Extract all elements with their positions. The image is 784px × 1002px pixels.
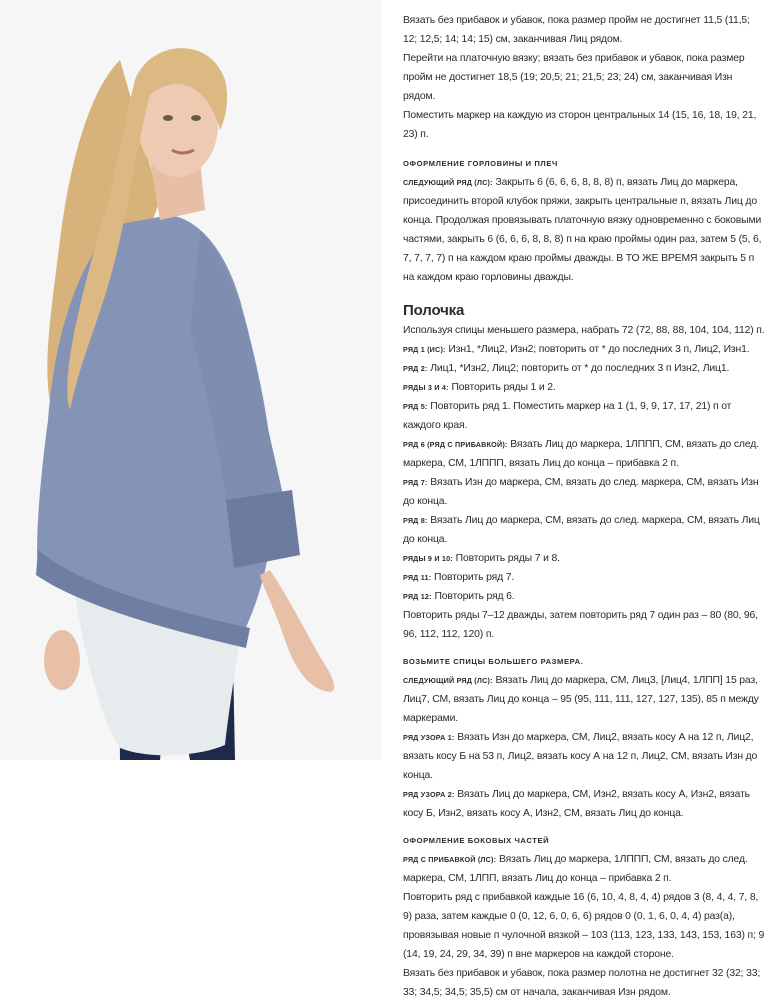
row-text: Повторить ряд 6. xyxy=(434,591,515,602)
paragraph: Повторить ряды 7–12 дважды, затем повторить ряд 7 один раз – 80 (80, 96, 96, 112, 112, 120) п. xyxy=(403,610,758,640)
paragraph: Вязать без прибавок и убавок, пока размер пройм не достигнет 11,5 (11,5; 12; 12,5; 14; 14; 15) см, заканчивая Лиц рядом. xyxy=(403,15,750,45)
row-label: РЯДЫ 9 И 10: xyxy=(403,554,453,563)
paragraph: Повторить ряд с прибавкой каждые 16 (6, 10, 4, 8, 4, 4) рядов 3 (8, 4, 4, 7, 8, 9) раза, затем каждые 0 (0, 12, 6, 0, 6, 6) рядов 0 (0, 1, 6, 0, 4, 4) раз(а), провязывая новые п чулочной вязкой – 103 (113, 123, 133, 143, 153, 163) п; 9 (14, 19, 24, 29, 34, 39) п вне маркеров на каждой стороне. xyxy=(403,892,765,960)
row-text: Изн1, *Лиц2, Изн2; повторить от * до последних 3 п, Лиц2, Изн1. xyxy=(448,344,750,355)
row-instruction xyxy=(403,785,765,823)
row-text: Вязать Лиц до маркера, СМ, Изн2, вязать косу А, Изн2, вязать косу Б, Изн2, вязать косу А, Изн2, СМ, вязать Лиц до конца. xyxy=(403,789,750,819)
row-label: РЯДЫ 3 И 4: xyxy=(403,383,449,392)
row-label: РЯД 7: xyxy=(403,478,428,487)
row-text: Лиц1, *Изн2, Лиц2; повторить от * до последних 3 п Изн2, Лиц1. xyxy=(430,363,730,374)
row-instruction xyxy=(403,359,765,378)
row-instruction xyxy=(403,473,765,511)
paragraph: Вязать без прибавок и убавок, пока размер полотна не достигнет 32 (32; 33; 33; 34,5; 34,5; 35,5) см от начала, заканчивая Изн рядом. xyxy=(403,968,761,998)
model-photo xyxy=(0,0,382,760)
row-instruction xyxy=(403,549,765,568)
row-label: РЯД 6 (РЯД С ПРИБАВКОЙ): xyxy=(403,440,508,449)
row-text: Повторить ряды 7 и 8. xyxy=(455,553,560,564)
row-label: РЯД 11: xyxy=(403,573,432,582)
row-instruction xyxy=(403,728,765,785)
row-text: Вязать Лиц до маркера, 1ЛППП, СМ, вязать до след. маркера, СМ, 1ЛПП, вязать Лиц до конца – прибавка 2 п. xyxy=(403,854,748,884)
row-label: РЯД УЗОРА 1: xyxy=(403,733,455,742)
section-heading-neck: ОФОРМЛЕНИЕ ГОРЛОВИНЫ И ПЛЕЧ xyxy=(403,159,558,168)
paragraph: Используя спицы меньшего размера, набрать 72 (72, 88, 88, 104, 104, 112) п. xyxy=(403,325,765,336)
paragraph: Поместить маркер на каждую из сторон центральных 14 (15, 16, 18, 19, 21, 23) п. xyxy=(403,110,757,140)
row-label: РЯД 12: xyxy=(403,592,432,601)
row-label: РЯД С ПРИБАВКОЙ (ЛС): xyxy=(403,855,497,864)
row-text: Повторить ряды 1 и 2. xyxy=(451,382,556,393)
row-instruction xyxy=(403,587,765,606)
section-title-front: Полочка xyxy=(403,302,465,319)
paragraph: Перейти на платочную вязку; вязать без прибавок и убавок, пока размер пройм не достигнет 18,5 (19; 20,5; 21; 21,5; 23; 24) см, заканчивая Изн рядом. xyxy=(403,53,745,102)
row-label: СЛЕДУЮЩИЙ РЯД (ЛС): xyxy=(403,676,493,685)
row-instruction xyxy=(403,511,765,549)
pattern-instructions xyxy=(403,11,765,1002)
row-text: Вязать Лиц до маркера, СМ, Лиц3, [Лиц4, 1ЛПП] 15 раз, Лиц7, СМ, вязать Лиц до конца – 95 (95, 111, 111, 127, 127, 135), 85 п между маркерами. xyxy=(403,675,759,724)
row-label: РЯД 8: xyxy=(403,516,428,525)
row-instruction xyxy=(403,435,765,473)
row-label: РЯД 2: xyxy=(403,364,428,373)
row-label: РЯД 5: xyxy=(403,402,428,411)
row-instruction xyxy=(403,340,765,359)
row-text: Повторить ряд 1. Поместить маркер на 1 (1, 9, 9, 17, 17, 21) п от каждого края. xyxy=(403,401,732,431)
row-text: Закрыть 6 (6, 6, 6, 8, 8, 8) п, вязать Лиц до маркера, присоединить второй клубок пряжи, закрыть центральные п, вязать Лиц до конца. Продолжая провязывать платочную вязку одновременно с боковыми частями, закрыть 6 (6, 6, 6, 8, 8, 8) п на краю проймы один раз, затем 5 (5, 6, 7, 7, 7, 7) п на каждом краю проймы дважды. В ТО ЖЕ ВРЕМЯ закрыть 5 п на каждом краю горловины дважды. xyxy=(403,177,762,283)
section-heading-sides: ОФОРМЛЕНИЕ БОКОВЫХ ЧАСТЕЙ xyxy=(403,836,550,845)
row-label: РЯД УЗОРА 2: xyxy=(403,790,455,799)
row-instruction xyxy=(403,568,765,587)
row-instruction xyxy=(403,397,765,435)
section-heading-needles: ВОЗЬМИТЕ СПИЦЫ БОЛЬШЕГО РАЗМЕРА. xyxy=(403,657,584,666)
row-text: Повторить ряд 7. xyxy=(434,572,515,583)
row-text: Вязать Лиц до маркера, 1ЛППП, СМ, вязать до след. маркера, СМ, 1ЛППП, вязать Лиц до конца – прибавка 2 п. xyxy=(403,439,759,469)
paragraph xyxy=(403,173,765,287)
row-instruction xyxy=(403,850,765,888)
row-text: Вязать Изн до маркера, СМ, Лиц2, вязать косу А на 12 п, Лиц2, вязать косу Б на 53 п, Лиц2, вязать косу А на 12 п, Лиц2, СМ, вязать Изн до конца. xyxy=(403,732,758,781)
row-text: Вязать Лиц до маркера, СМ, вязать до след. маркера, СМ, вязать Лиц до конца. xyxy=(403,515,760,545)
row-label: СЛЕДУЮЩИЙ РЯД (ЛС): xyxy=(403,178,493,187)
row-instruction xyxy=(403,378,765,397)
row-label: РЯД 1 (ИС): xyxy=(403,345,446,354)
row-text: Вязать Изн до маркера, СМ, вязать до след. маркера, СМ, вязать Изн до конца. xyxy=(403,477,759,507)
row-instruction xyxy=(403,671,765,728)
